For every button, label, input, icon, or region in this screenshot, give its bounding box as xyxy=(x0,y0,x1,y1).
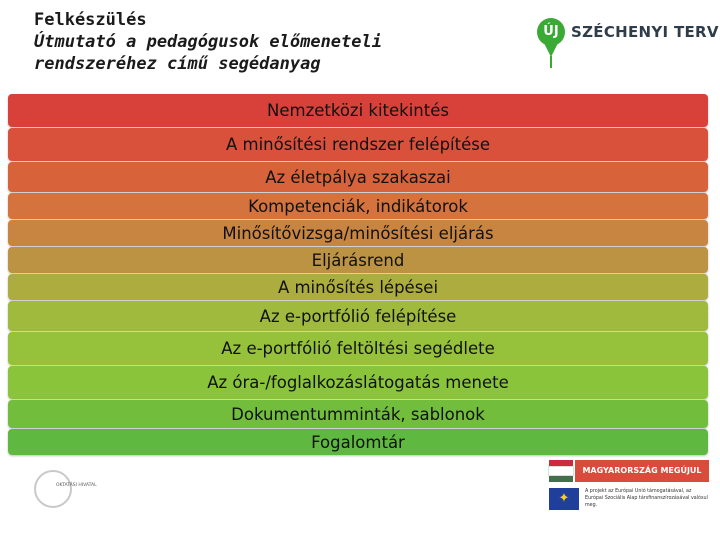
hungarian-flag-icon xyxy=(549,460,573,482)
topic-bar-eportfolio-segedlete[interactable]: Az e-portfólió feltöltési segédlete xyxy=(8,332,708,365)
oktatasi-hivatal-logo xyxy=(34,470,110,510)
topic-bar-nemzetkozi-kitekintes[interactable]: Nemzetközi kitekintés xyxy=(8,94,708,127)
office-text: OKTATÁSI HIVATAL xyxy=(56,483,97,488)
topic-bar-eportfolio-felepitese[interactable]: Az e-portfólió felépítése xyxy=(8,301,708,331)
topic-bar-minositovizsga[interactable]: Minősítővizsga/minősítési eljárás xyxy=(8,220,708,246)
topic-bar-eletpalya-szakaszai[interactable]: Az életpálya szakaszai xyxy=(8,162,708,192)
title-line-3: rendszeréhez című segédanyag xyxy=(34,54,321,74)
circle-emblem-icon xyxy=(34,470,72,508)
magyarorszag-megujul-badge xyxy=(549,460,709,482)
topic-bar-eljarasrend[interactable]: Eljárásrend xyxy=(8,247,708,273)
eu-text: A projekt az Európai Unió támogatásával, az Európai Szociális Alap társfinanszírozásával valósul meg. xyxy=(585,489,708,508)
topic-bar-minositesi-rendszer[interactable]: A minősítési rendszer felépítése xyxy=(8,128,708,161)
logo-name: SZÉCHENYI TERV xyxy=(571,23,719,41)
eu-flag-icon: ✦ xyxy=(549,488,579,510)
topic-bar-dokumentumminták[interactable]: Dokumentumminták, sablonok xyxy=(8,400,708,428)
eu-funding-badge xyxy=(549,488,709,512)
topic-bar-fogalomtar[interactable]: Fogalomtár xyxy=(8,429,708,455)
mm-text: MAGYARORSZÁG MEGÚJUL xyxy=(575,460,709,482)
topic-bar-oralatogatas[interactable]: Az óra-/foglalkozáslátogatás menete xyxy=(8,366,708,399)
document-title xyxy=(34,9,504,75)
topic-bar-minosites-lepesei[interactable]: A minősítés lépései xyxy=(8,274,708,300)
topic-bar-kompetenciak[interactable]: Kompetenciák, indikátorok xyxy=(8,193,708,219)
topic-list xyxy=(8,94,708,456)
title-line-1: Felkészülés xyxy=(34,10,147,30)
location-pin-icon: ÚJ xyxy=(537,18,565,46)
title-line-2: Útmutató a pedagógusok előmeneteli xyxy=(34,32,382,52)
